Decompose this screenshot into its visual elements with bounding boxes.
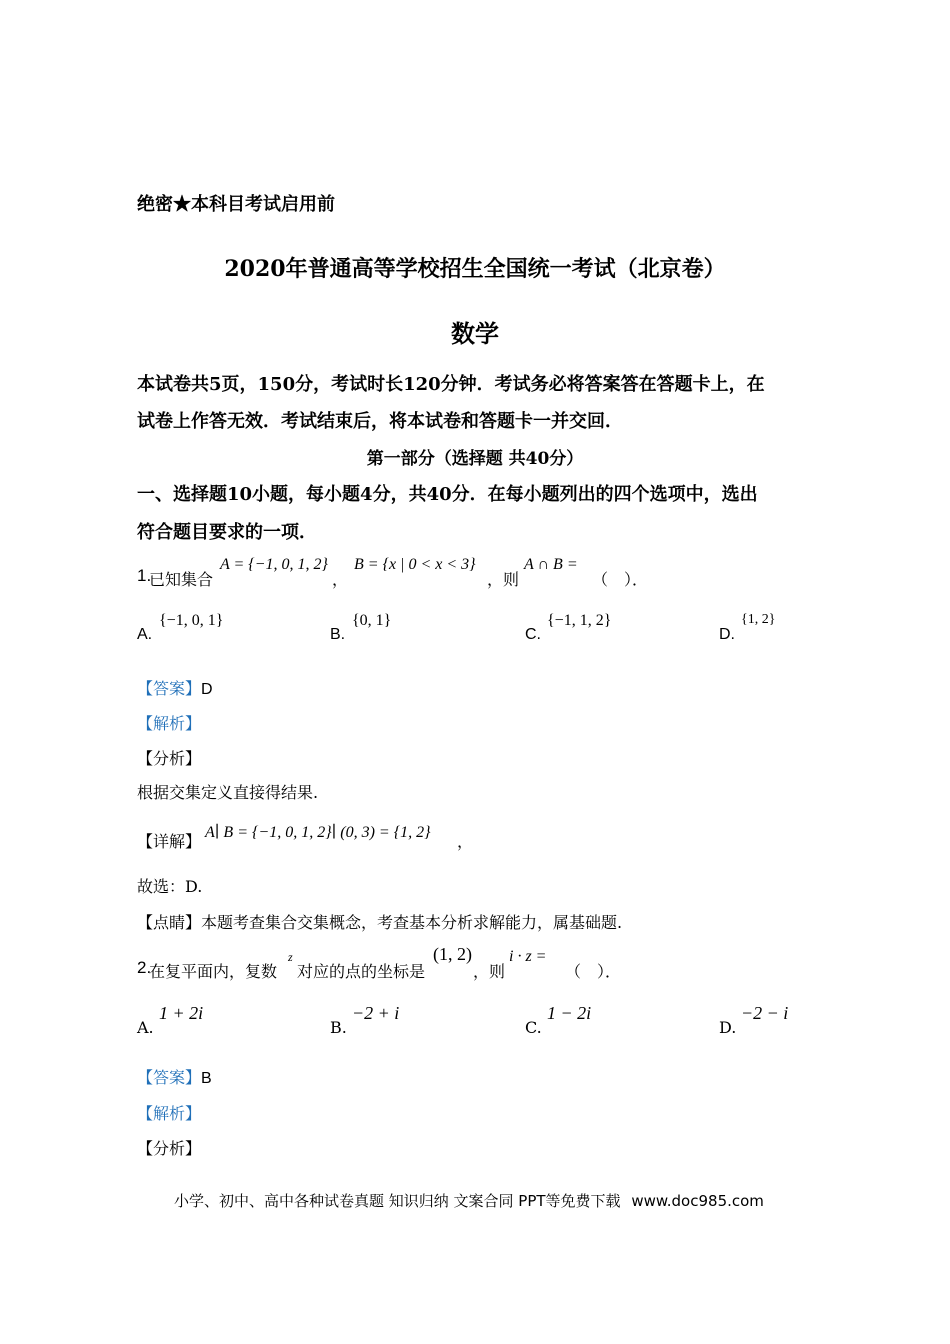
comment-text: 本题考查集合交集概念，考查基本分析求解能力，属基础题. (201, 913, 623, 932)
answer-tag: 【答案】 (137, 679, 202, 698)
answer-value: B (201, 1070, 212, 1087)
point-coord: (1, 2) (433, 944, 472, 964)
comma: ， (332, 570, 349, 589)
option-value: {−1, 1, 2} (547, 612, 612, 629)
q2-answer (137, 1065, 212, 1088)
set-a: A = {−1, 0, 1, 2} (220, 556, 328, 573)
exam-title: 2020年普通高等学校招生全国统一考试（北京卷） (224, 256, 726, 282)
part1-heading: 第一部分（选择题 共40分） (366, 449, 584, 469)
option-label: A. (137, 1018, 154, 1037)
q2-analysis-tag: 【解析】 (137, 1104, 202, 1123)
option-label: B. (330, 1018, 347, 1037)
question-1-prefix: 已知集合 (149, 570, 214, 589)
answer-tag: 【答案】 (137, 1068, 202, 1087)
var-z: z (288, 950, 293, 964)
detail-tag: 【详解】 (137, 832, 202, 851)
footer-url[interactable]: www.doc985.com (631, 1192, 764, 1210)
product-expr: i · z = (509, 948, 547, 965)
option-value: 1 − 2i (547, 1003, 592, 1023)
option-label: D. (719, 626, 735, 643)
set-b: B = {x | 0 < x < 3} (354, 556, 476, 573)
option-value: {0, 1} (352, 612, 392, 629)
answer-blank: （ ）． (592, 570, 649, 589)
option-label: A. (137, 626, 153, 643)
then-text: ，则 (487, 570, 520, 589)
question-2-mid: 对应的点的坐标是 (297, 962, 426, 981)
q1-comment (137, 910, 622, 933)
option-value: {1, 2} (741, 612, 776, 627)
option-label: D. (719, 1018, 737, 1037)
option-label: B. (330, 626, 346, 643)
option-value: 1 + 2i (159, 1003, 204, 1023)
question-2-prefix: 在复平面内，复数 (149, 962, 278, 981)
secret-label: 绝密★本科目考试启用前 (137, 194, 335, 215)
subject-title: 数学 (451, 319, 499, 348)
part1-instruction-1: 一、选择题10小题，每小题4分，共40分．在每小题列出的四个选项中，选出 (137, 484, 758, 505)
intersection-expr: A ∩ B = (524, 556, 578, 573)
intro-line-1: 本试卷共5页，150分，考试时长120分钟．考试务必将答案答在答题卡上，在 (137, 374, 765, 395)
answer-blank: （ ）． (565, 962, 622, 981)
comment-tag: 【点睛】 (137, 913, 202, 932)
option-value: −2 − i (741, 1003, 789, 1023)
option-label: C. (525, 626, 541, 643)
q1-choice: 故选：D. (137, 877, 203, 896)
option-label: C. (525, 1018, 542, 1037)
question-2-number: 2. (137, 958, 152, 977)
option-value: −2 + i (352, 1003, 400, 1023)
question-1-number: 1. (137, 566, 152, 585)
option-value: {−1, 0, 1} (159, 612, 224, 629)
footer (174, 1190, 764, 1211)
intro-line-2: 试卷上作答无效．考试结束后，将本试卷和答题卡一并交回． (137, 411, 623, 432)
detail-expr: A∣ B = {−1, 0, 1, 2}∣ (0, 3) = {1, 2} (205, 824, 431, 841)
footer-text: 小学、初中、高中各种试卷真题 知识归纳 文案合同 PPT等免费下载 (174, 1192, 621, 1210)
q1-answer (137, 676, 213, 699)
then-text: ，则 (473, 962, 506, 981)
q2-fenxi-tag: 【分析】 (137, 1139, 202, 1158)
part1-instruction-2: 符合题目要求的一项． (137, 522, 317, 543)
q1-analysis-tag: 【解析】 (137, 714, 202, 733)
detail-end: ， (457, 832, 474, 851)
answer-value: D (201, 681, 213, 698)
q1-fenxi-text: 根据交集定义直接得结果. (137, 783, 319, 802)
q1-fenxi-tag: 【分析】 (137, 749, 202, 768)
